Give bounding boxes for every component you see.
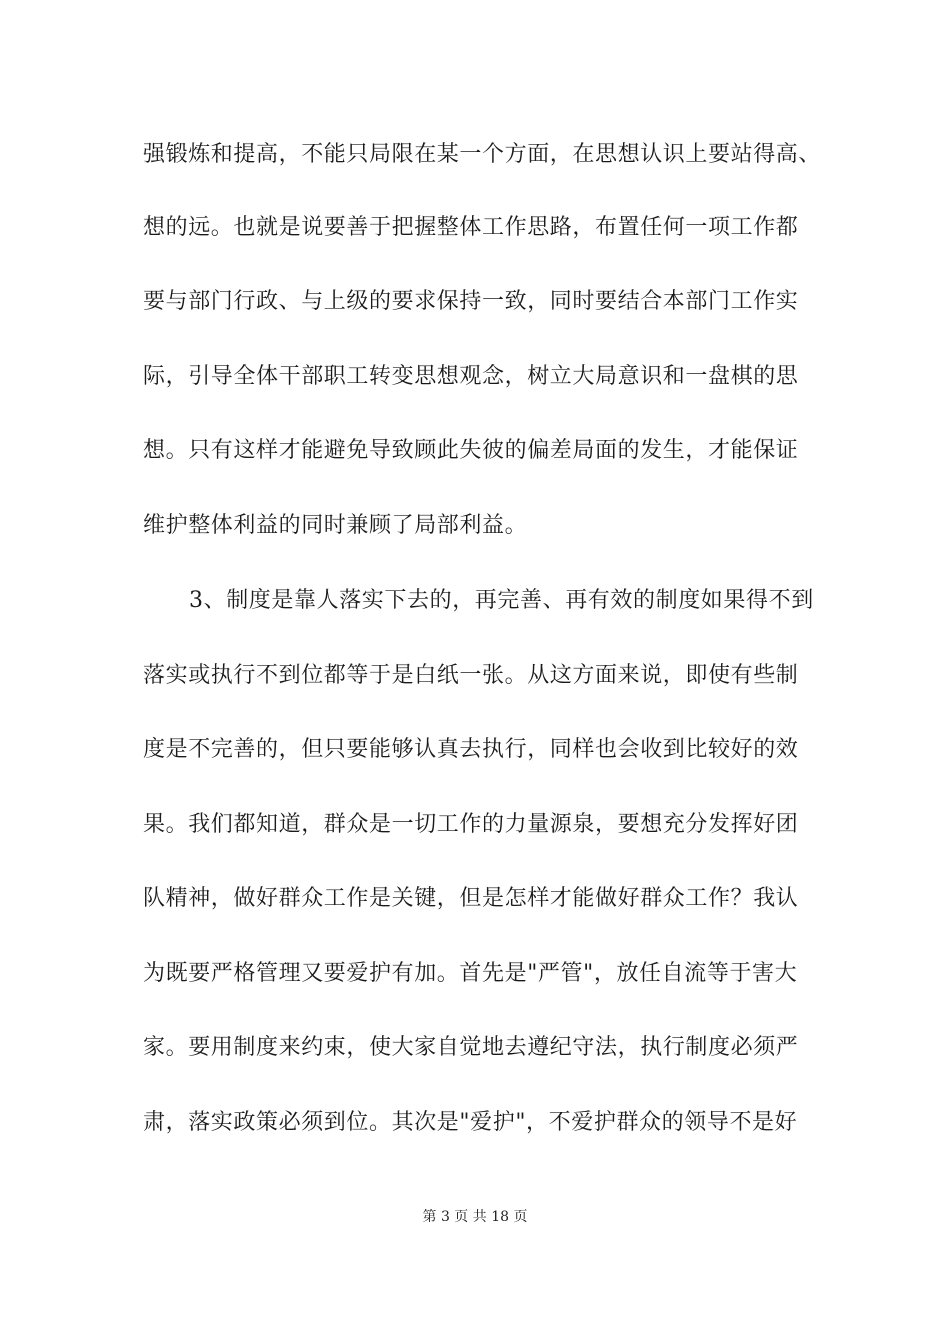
body-text-line: 为既要严格管理又要爱护有加。首先是"严管"，放任自流等于害大 [143,961,798,986]
body-text-line: 队精神，做好群众工作是关键，但是怎样才能做好群众工作？我认 [143,886,799,911]
body-text-line: 际，引导全体干部职工转变思想观念，树立大局意识和一盘棋的思 [143,364,799,389]
body-text-line: 强锻炼和提高，不能只局限在某一个方面，在思想认识上要站得高、 [143,142,822,167]
body-text-line: 想的远。也就是说要善于把握整体工作思路，布置任何一项工作都 [143,215,799,240]
page-number-footer: 第 3 页 共 18 页 [422,1209,528,1225]
body-text-line: 肃，落实政策必须到位。其次是"爱护"，不爱护群众的领导不是好 [143,1110,798,1135]
body-text-line: 度是不完善的，但只要能够认真去执行，同样也会收到比较好的效 [143,737,799,762]
body-text-line: 想。只有这样才能避免导致顾此失彼的偏差局面的发生，才能保证 [143,438,799,463]
body-text-line: 维护整体利益的同时兼顾了局部利益。 [143,513,528,538]
body-text-line: 家。要用制度来约束，使大家自觉地去遵纪守法，执行制度必须严 [143,1035,799,1060]
body-text-line: 果。我们都知道，群众是一切工作的力量源泉，要想充分发挥好团 [143,812,799,837]
body-text-line: 3、制度是靠人落实下去的，再完善、再有效的制度如果得不到 [189,588,814,613]
body-text-line: 要与部门行政、与上级的要求保持一致，同时要结合本部门工作实 [143,289,799,314]
body-text-line: 落实或执行不到位都等于是白纸一张。从这方面来说，即使有些制 [143,663,799,688]
